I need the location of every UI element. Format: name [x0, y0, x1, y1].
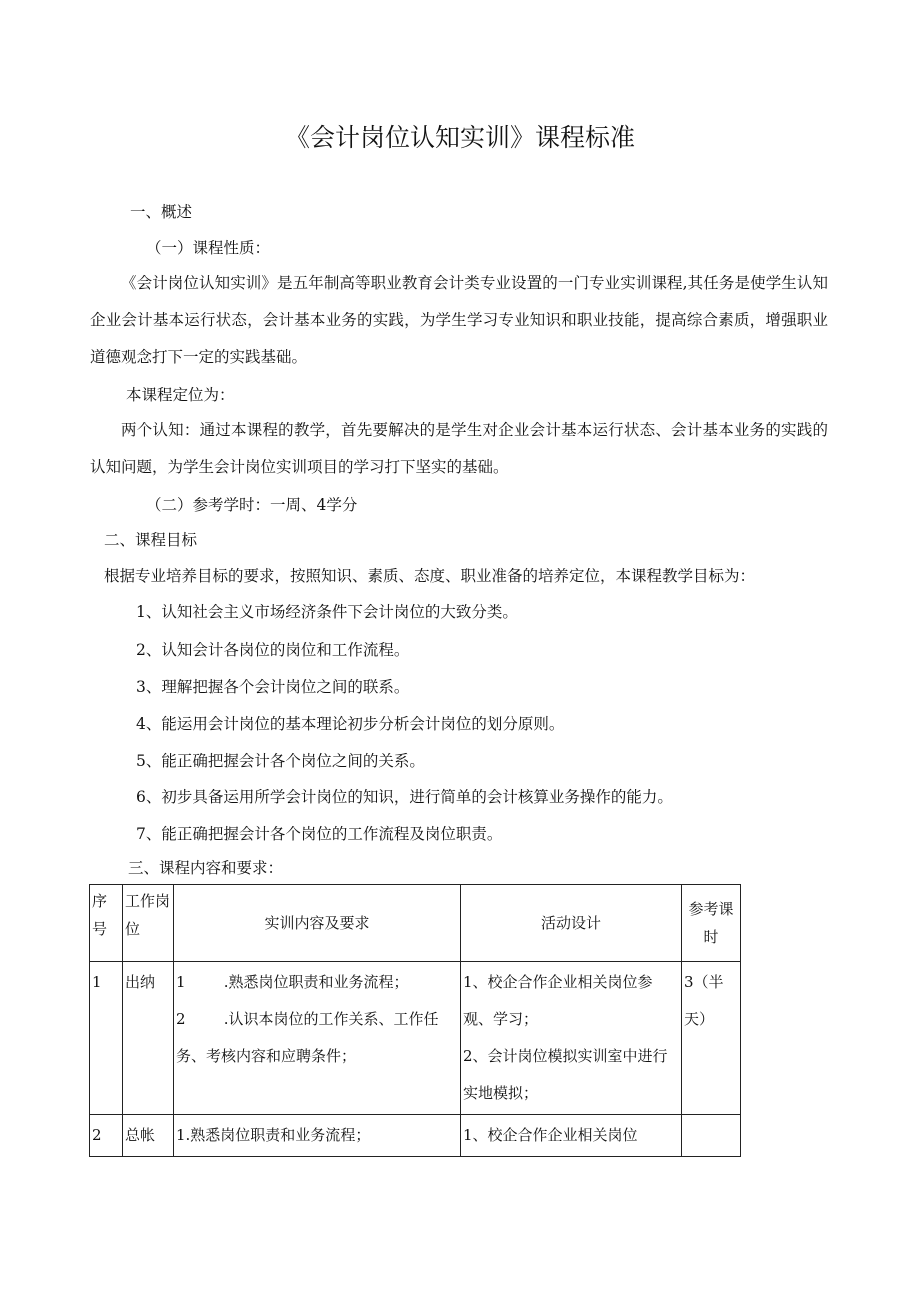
cell-content	[174, 962, 461, 1115]
goal-item: 6、初步具备运用所学会计岗位的知识，进行简单的会计核算业务操作的能力。	[136, 788, 673, 806]
header-cell-post: 工作岗位	[123, 885, 174, 962]
paragraph-course-nature: 《会计岗位认知实训》是五年制高等职业教育会计类专业设置的一门专业实训课程,其任务是使学生认知企业会计基本运行状态，会计基本业务的实践，为学生学习专业知识和职业技能，提高综合素质，增强职业道德观念打下一定的实践基础。	[90, 274, 828, 366]
positioning-label: 本课程定位为：	[126, 386, 235, 404]
cell-no: 1	[90, 962, 123, 1115]
activity-line: 2、会计岗位模拟实训室中进行实地模拟；	[463, 1047, 668, 1102]
table-row	[90, 962, 741, 1115]
section2-intro: 根据专业培养目标的要求，按照知识、素质、态度、职业准备的培养定位，本课程教学目标为：	[104, 567, 756, 585]
cell-activity	[461, 962, 682, 1115]
table-row	[90, 1115, 741, 1157]
section1-sub2: （二）参考学时：一周、4学分	[146, 496, 358, 514]
header-cell-no: 序号	[90, 885, 123, 962]
goal-item: 1、认知社会主义市场经济条件下会计岗位的大致分类。	[136, 603, 518, 621]
goal-item: 4、能运用会计岗位的基本理论初步分析会计岗位的划分原则。	[136, 715, 565, 733]
activity-line: 1、校企合作企业相关岗位	[463, 1126, 638, 1144]
paragraph-two-cognitions: 两个认知：通过本课程的教学，首先要解决的是学生对企业会计基本运行状态、会计基本业务的实践的认知问题，为学生会计岗位实训项目的学习打下坚实的基础。	[90, 421, 828, 476]
table-header-row	[90, 885, 741, 962]
activity-line: 1、校企合作企业相关岗位参观、学习；	[463, 973, 653, 1028]
header-cell-content: 实训内容及要求	[174, 885, 461, 962]
section2-heading: 二、课程目标	[104, 531, 198, 549]
goal-item: 7、能正确把握会计各个岗位的工作流程及岗位职责。	[136, 825, 503, 843]
goal-item: 2、认知会计各岗位的岗位和工作流程。	[136, 641, 410, 659]
cell-post: 出纳	[123, 962, 174, 1115]
goal-item: 3、理解把握各个会计岗位之间的联系。	[136, 678, 410, 696]
header-cell-hours: 参考课时	[682, 885, 741, 962]
content-line: 1.熟悉岗位职责和业务流程；	[176, 1126, 371, 1144]
section1-heading: 一、概述	[130, 203, 193, 221]
goal-item: 5、能正确把握会计各个岗位之间的关系。	[136, 752, 425, 770]
cell-no: 2	[90, 1115, 123, 1157]
cell-hours	[682, 1115, 741, 1157]
section1-sub1: （一）课程性质：	[146, 239, 271, 257]
section3-heading: 三、课程内容和要求：	[128, 859, 284, 877]
header-cell-activity: 活动设计	[461, 885, 682, 962]
cell-content	[174, 1115, 461, 1157]
cell-post: 总帐	[123, 1115, 174, 1157]
content-line: 1 .熟悉岗位职责和业务流程；	[176, 973, 409, 991]
cell-activity	[461, 1115, 682, 1157]
document-title: 《会计岗位认知实训》课程标准	[284, 123, 635, 152]
cell-hours: 3（半天）	[682, 962, 741, 1115]
content-line: 2 .认识本岗位的工作关系、工作任务、考核内容和应聘条件；	[176, 1010, 439, 1065]
course-content-table	[89, 884, 741, 1157]
